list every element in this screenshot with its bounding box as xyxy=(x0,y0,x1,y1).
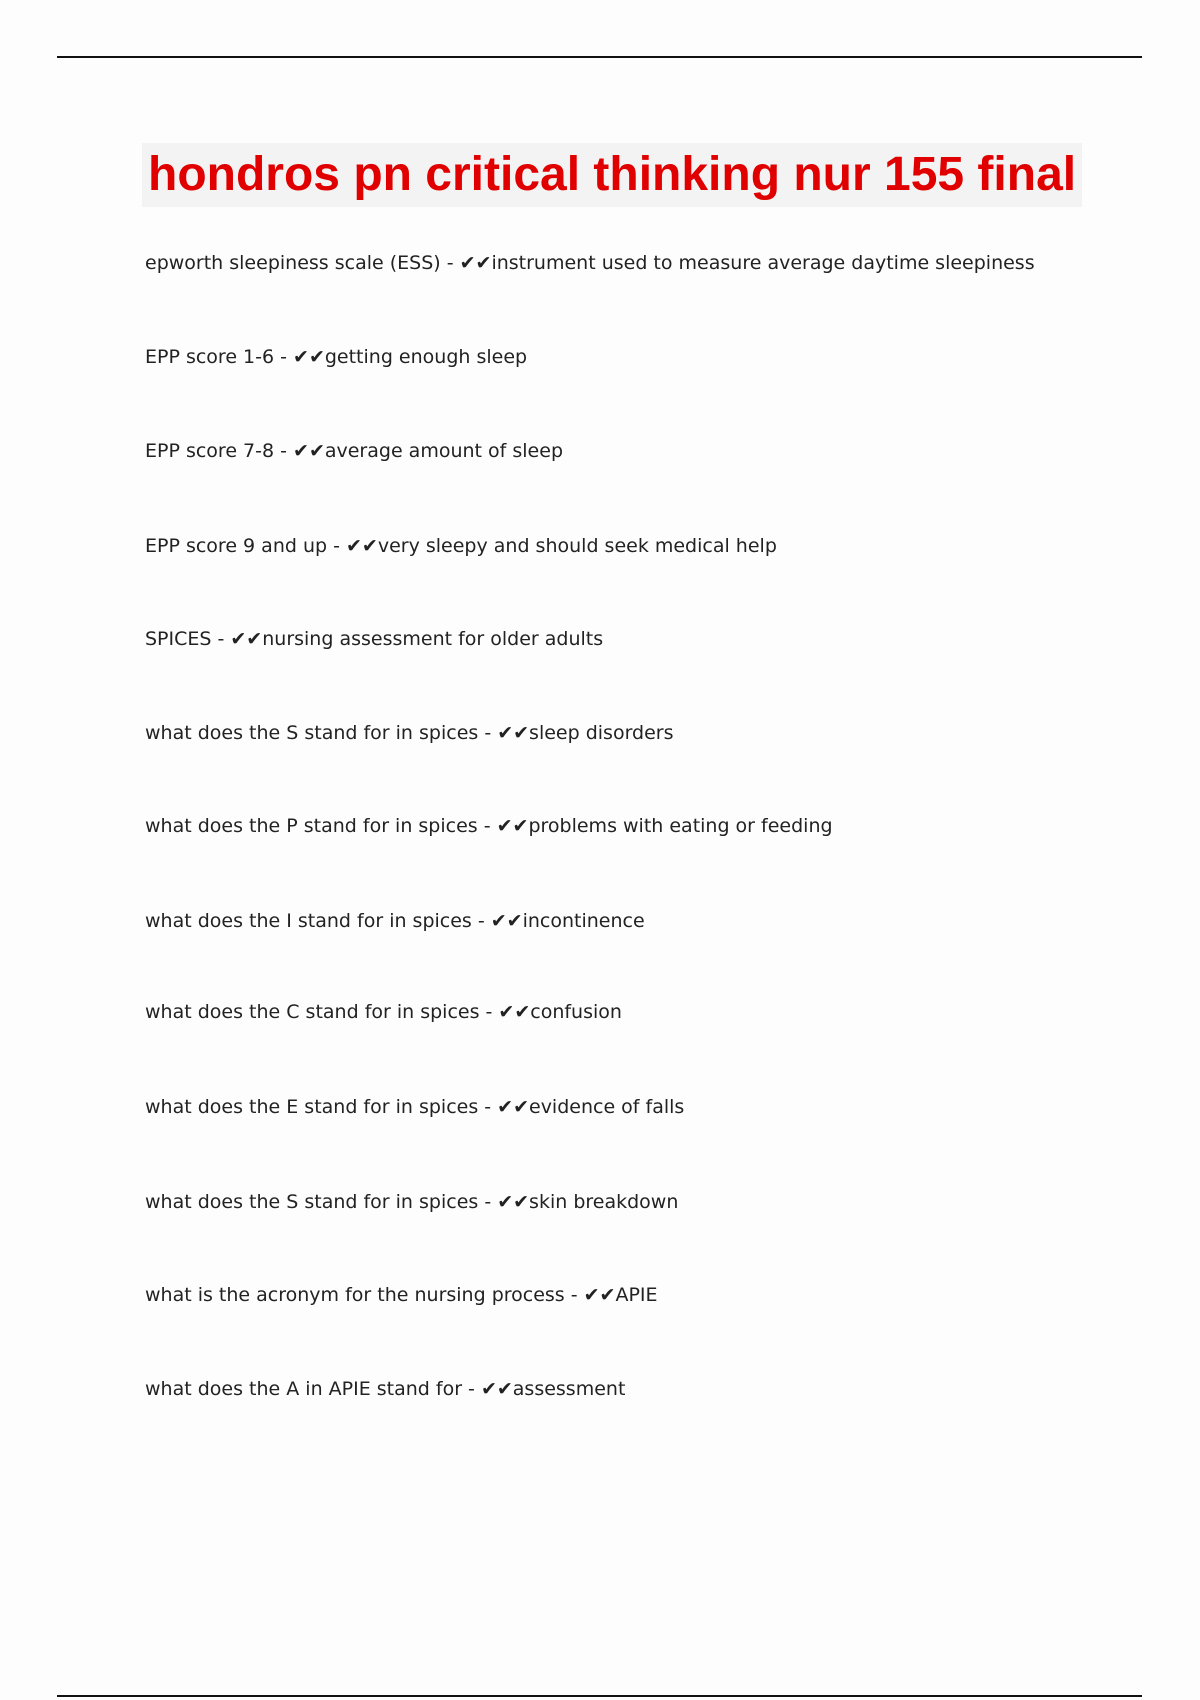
entry-spices-p: what does the P stand for in spices - ✔✔problems with eating or feeding xyxy=(145,815,833,837)
entry-spices-s-skin: what does the S stand for in spices - ✔✔skin breakdown xyxy=(145,1191,679,1213)
entry-spices: SPICES - ✔✔nursing assessment for older adults xyxy=(145,628,604,650)
entry-epp-7-8: EPP score 7-8 - ✔✔average amount of sleep xyxy=(145,440,563,462)
entry-epp-9-up: EPP score 9 and up - ✔✔very sleepy and should seek medical help xyxy=(145,535,777,557)
entry-spices-s-sleep: what does the S stand for in spices - ✔✔sleep disorders xyxy=(145,722,674,744)
entry-ess: epworth sleepiness scale (ESS) - ✔✔instrument used to measure average daytime sleepiness xyxy=(145,252,1035,274)
entry-apie-acronym: what is the acronym for the nursing process - ✔✔APIE xyxy=(145,1284,658,1306)
bottom-rule xyxy=(57,1695,1142,1697)
entry-apie-a: what does the A in APIE stand for - ✔✔assessment xyxy=(145,1378,626,1400)
entry-spices-i: what does the I stand for in spices - ✔✔incontinence xyxy=(145,910,645,932)
entry-spices-c: what does the C stand for in spices - ✔✔confusion xyxy=(145,1001,622,1023)
top-rule xyxy=(57,56,1142,58)
entry-spices-e: what does the E stand for in spices - ✔✔evidence of falls xyxy=(145,1096,685,1118)
entry-epp-1-6: EPP score 1-6 - ✔✔getting enough sleep xyxy=(145,346,528,368)
document-title: hondros pn critical thinking nur 155 final xyxy=(142,143,1082,207)
